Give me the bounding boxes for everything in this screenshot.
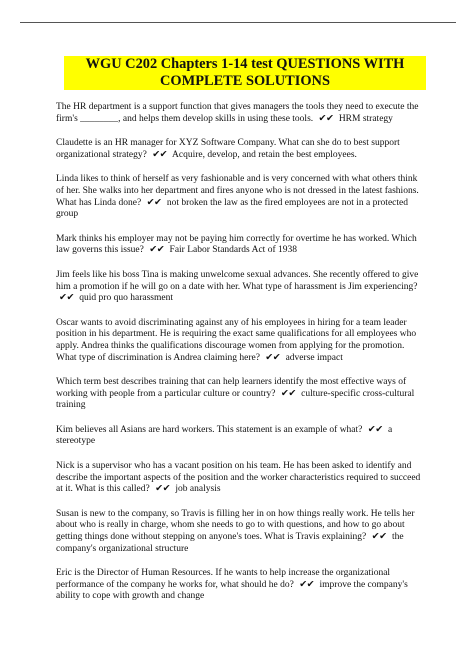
answer-text: HRM strategy — [338, 113, 393, 124]
qa-item — [56, 461, 426, 496]
question-text: Linda likes to think of herself as very fashionable and is very concerned with what others think of her. She walks into her department and fires anyone who is not dressed in the latest fashions. What has Linda done? — [56, 174, 419, 208]
question-text: Susan is new to the company, so Travis is filling her in on how things really work. He tells her about who is really in charge, whom she needs to go to with questions, and how to go about getting things done without stepping on anyone's toes. What is Travis explaining? — [56, 508, 415, 543]
question-text: Oscar wants to avoid discriminating against any of his employees in hiring for a team leader position in his department. He is requiring the exact same qualifications for all employees who apply. Andrea thinks the qualifications discourage women from applying for the promotion. What type of discrimination is Andrea claiming here? — [56, 317, 417, 363]
qa-item — [56, 377, 426, 412]
question-text: The HR department is a support function that gives managers the tools they need to execute the firm's ________, and helps them develop skills in using these tools. — [56, 102, 419, 124]
question-text: Kim believes all Asians are hard workers. This statement is an example of what? — [56, 424, 363, 435]
double-check-icon: ✔✔ — [265, 352, 281, 363]
double-check-icon: ✔✔ — [146, 197, 162, 208]
answer-text: improve the company's ability to cope with growth and change — [56, 579, 408, 602]
answer-text: culture-specific cross-cultural training — [56, 388, 415, 411]
double-check-icon: ✔✔ — [149, 245, 165, 256]
answer-text: Acquire, develop, and retain the best employees. — [172, 149, 357, 160]
document-title: WGU C202 Chapters 1-14 test QUESTIONS WITH COMPLETE SOLUTIONS — [64, 56, 426, 90]
qa-item — [56, 568, 426, 603]
answer-text: a stereotype — [56, 424, 393, 447]
qa-item — [56, 102, 426, 125]
qa-item — [56, 425, 426, 448]
answer-text: Fair Labor Standards Act of 1938 — [169, 245, 297, 256]
double-check-icon: ✔✔ — [299, 579, 315, 590]
question-text: Which term best describes training that can help learners identify the most effective ways of working with people from a particular culture or country? — [56, 377, 407, 399]
answer-text: not broken the law as the fired employees are not in a protected group — [56, 197, 408, 220]
qa-item — [56, 174, 426, 220]
qa-item — [56, 509, 426, 555]
question-text: Jim feels like his boss Tina is making unwelcome sexual advances. She recently offered to give him a promotion if he will go on a date with her. What type of harassment is Jim experiencing? — [56, 269, 419, 292]
qa-item — [56, 138, 426, 161]
double-check-icon: ✔✔ — [152, 149, 168, 160]
answer-text: the company's organizational structure — [56, 532, 404, 554]
double-check-icon: ✔✔ — [318, 113, 334, 124]
double-check-icon: ✔✔ — [155, 484, 171, 495]
qa-item — [56, 234, 426, 257]
answer-text: adverse impact — [285, 352, 343, 363]
double-check-icon: ✔✔ — [371, 532, 387, 543]
question-text: Mark thinks his employer may not be paying him correctly for overtime he has worked. Which law governs this issue? — [56, 233, 417, 256]
question-text: Claudette is an HR manager for XYZ Software Company. What can she do to best support organizational strategy? — [56, 138, 400, 160]
qa-item — [56, 318, 426, 364]
double-check-icon: ✔✔ — [367, 424, 383, 435]
answer-text: job analysis — [175, 484, 221, 495]
double-check-icon: ✔✔ — [280, 388, 296, 399]
document-page — [56, 56, 426, 616]
header-rule — [20, 22, 456, 23]
double-check-icon: ✔✔ — [59, 293, 74, 304]
answer-text: quid pro quo harassment — [79, 293, 173, 304]
question-text: Eric is the Director of Human Resources. If he wants to help increase the organizational performance of the company he works for, what should he do? — [56, 568, 391, 590]
question-text: Nick is a supervisor who has a vacant position on his team. He has been asked to identify and describe the important aspects of the position and the worker characteristics required to succeed at it. What is this called? — [56, 461, 421, 495]
qa-item — [56, 270, 426, 305]
